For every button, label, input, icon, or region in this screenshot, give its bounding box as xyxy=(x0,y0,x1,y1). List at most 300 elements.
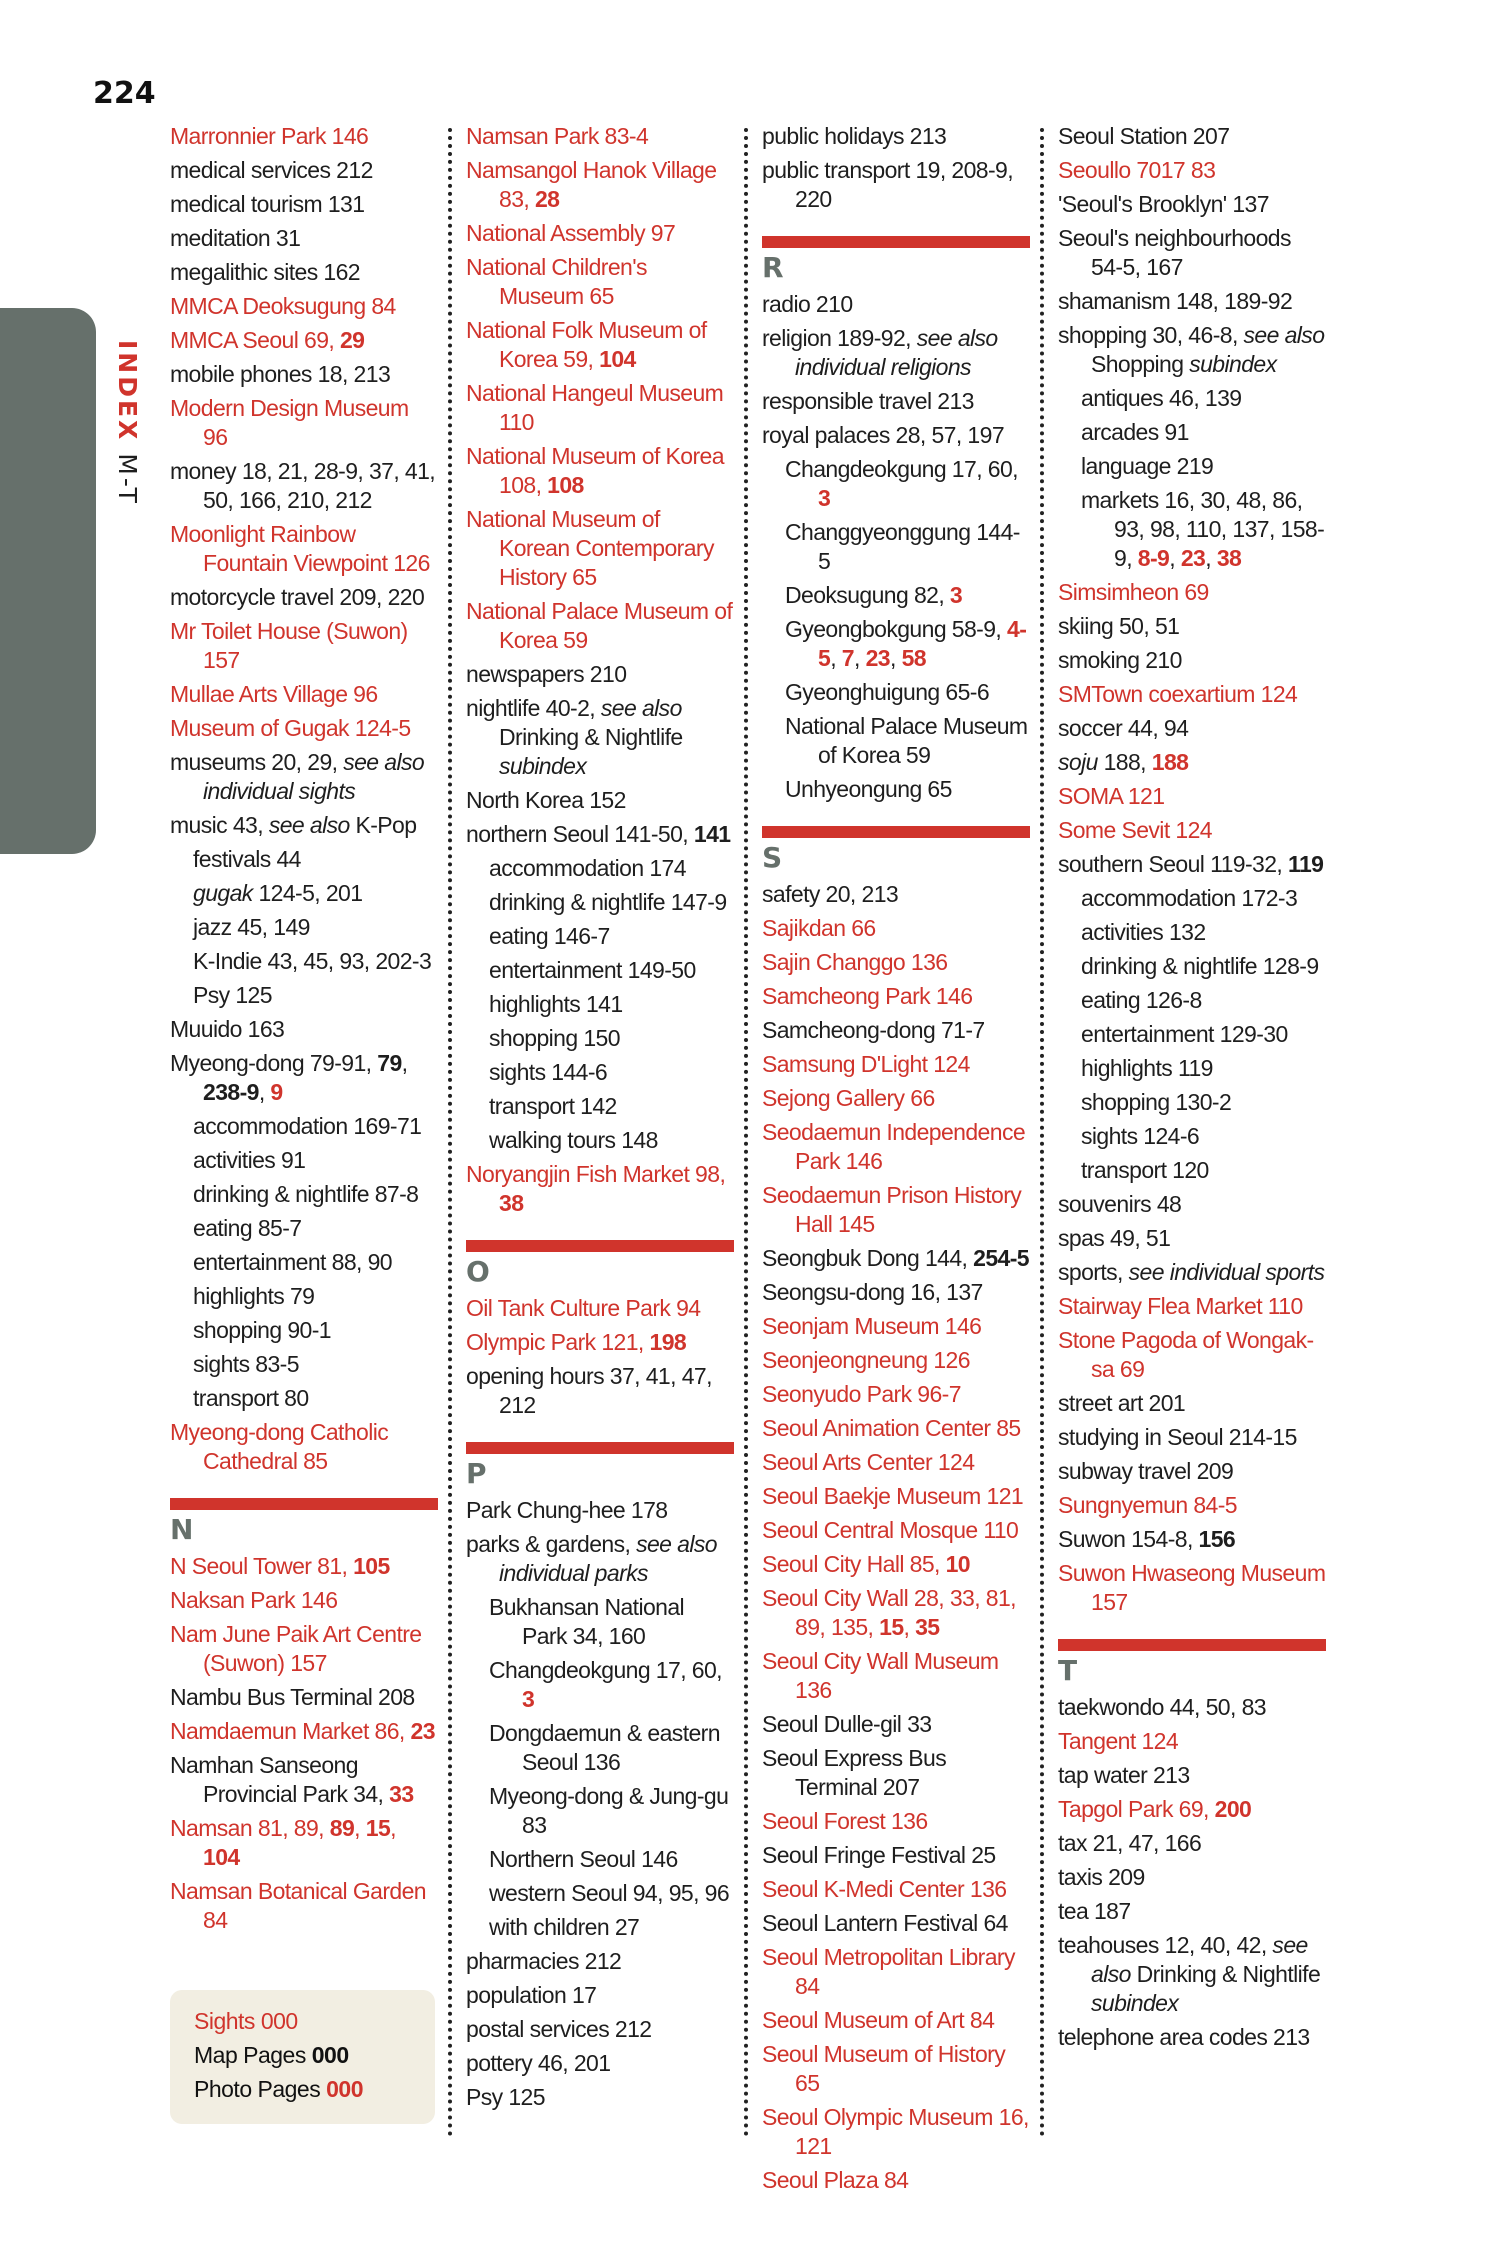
photo-page-ref: 3 xyxy=(949,582,963,608)
entry-text: taxis 209 xyxy=(1058,1864,1145,1890)
index-subentry xyxy=(1058,486,1326,573)
map-page-ref: 89 xyxy=(329,1815,355,1841)
entry-text: northern Seoul 141-50, xyxy=(466,821,694,847)
index-entry xyxy=(1058,2023,1326,2052)
index-entry xyxy=(170,224,438,253)
entry-text: Naksan Park 146 xyxy=(170,1587,338,1613)
entry-text: see also xyxy=(343,749,425,775)
entry-text: see also xyxy=(1091,1932,1314,1987)
index-entry xyxy=(762,2166,1030,2195)
entry-text: , xyxy=(903,1614,916,1640)
entry-text: K-Indie 43, 45, 93, 202-3 xyxy=(193,948,432,974)
entry-text: population 17 xyxy=(466,1982,597,2008)
index-entry xyxy=(762,948,1030,977)
index-entry xyxy=(762,1118,1030,1176)
photo-page-ref: 28 xyxy=(534,186,560,212)
index-entry xyxy=(1058,1326,1326,1384)
map-page-ref: 254-5 xyxy=(973,1245,1029,1271)
index-column-3 xyxy=(762,122,1035,2200)
index-entry xyxy=(1058,1389,1326,1418)
entry-text: Northern Seoul 146 xyxy=(489,1846,678,1872)
index-subentry xyxy=(170,1180,438,1209)
index-subentry xyxy=(1058,884,1326,913)
entry-text: radio 210 xyxy=(762,291,853,317)
map-page-ref: 238-9 xyxy=(203,1079,259,1105)
entry-text: Olympic Park 121, xyxy=(466,1329,650,1355)
legend-photo-value: 000 xyxy=(326,2076,363,2102)
index-subentry xyxy=(1058,1054,1326,1083)
index-subentry xyxy=(762,615,1030,673)
entry-text: shopping 130-2 xyxy=(1081,1089,1232,1115)
index-tab-label-bold: INDEX xyxy=(113,340,142,443)
index-subentry xyxy=(762,581,1030,610)
legend-sights xyxy=(170,2004,435,2038)
photo-page-ref: 105 xyxy=(353,1553,390,1579)
index-entry xyxy=(170,190,438,219)
legend-map-value: 000 xyxy=(311,2042,349,2068)
entry-text: drinking & nightlife 128-9 xyxy=(1081,953,1319,979)
entry-text: Park Chung-hee 178 xyxy=(466,1497,668,1523)
entry-text: , xyxy=(889,645,902,671)
index-entry xyxy=(762,1050,1030,1079)
photo-page-ref: 38 xyxy=(1216,545,1242,571)
section-header xyxy=(466,1442,734,1490)
legend-photo-label: Photo Pages xyxy=(194,2076,327,2102)
index-entry xyxy=(1058,1491,1326,1520)
index-entry xyxy=(1058,612,1326,641)
entry-text: National Folk Museum of Korea 59, xyxy=(466,317,713,372)
index-subentry xyxy=(762,775,1030,804)
index-entry xyxy=(170,1717,438,1746)
entry-text: subindex xyxy=(499,753,587,779)
photo-page-ref: 104 xyxy=(599,346,636,372)
index-subentry xyxy=(466,1656,734,1714)
entry-text: National Palace Museum of Korea 59 xyxy=(785,713,1034,768)
entry-text: shopping 30, 46-8, xyxy=(1058,322,1244,348)
index-subentry xyxy=(466,1845,734,1874)
index-entry xyxy=(762,421,1030,450)
entry-text: Shopping xyxy=(1091,322,1331,377)
entry-text: opening hours 37, 41, 47, 212 xyxy=(466,1363,718,1418)
index-entry xyxy=(170,1683,438,1712)
entry-text: Tapgol Park 69, xyxy=(1058,1796,1215,1822)
entry-text: Samcheong Park 146 xyxy=(762,983,973,1009)
entry-text: shamanism 148, 189-92 xyxy=(1058,288,1293,314)
index-entry xyxy=(466,156,734,214)
index-entry xyxy=(466,442,734,500)
photo-page-ref: 7 xyxy=(841,645,854,671)
entry-text: shopping 150 xyxy=(489,1025,620,1051)
index-entry xyxy=(170,122,438,151)
entry-text: North Korea 152 xyxy=(466,787,626,813)
index-subentry xyxy=(1058,418,1326,447)
index-entry xyxy=(762,1380,1030,1409)
index-entry xyxy=(1058,646,1326,675)
entry-text: tap water 213 xyxy=(1058,1762,1190,1788)
index-entry xyxy=(466,1496,734,1525)
index-entry xyxy=(762,1278,1030,1307)
index-subentry xyxy=(170,1350,438,1379)
section-bar xyxy=(762,826,1030,838)
entry-text: Psy 125 xyxy=(466,2084,545,2110)
entry-text: Seoul K-Medi Center 136 xyxy=(762,1876,1007,1902)
index-entry xyxy=(170,680,438,709)
entry-text: see also xyxy=(636,1531,717,1557)
section-letter: N xyxy=(170,1513,194,1546)
index-subentry xyxy=(466,1058,734,1087)
index-entry xyxy=(1058,1559,1332,1617)
photo-page-ref: 198 xyxy=(649,1329,687,1355)
entry-text: activities 132 xyxy=(1081,919,1206,945)
index-entry xyxy=(170,617,438,675)
section-bar xyxy=(1058,1639,1326,1651)
legend-map-label: Map Pages xyxy=(194,2042,312,2068)
index-entry xyxy=(762,1312,1030,1341)
entry-text: Seoul's neighbourhoods 54-5, 167 xyxy=(1058,225,1297,280)
column-divider xyxy=(744,128,748,2138)
section-bar xyxy=(762,236,1030,248)
entry-text: Simsimheon 69 xyxy=(1058,579,1209,605)
entry-text: festivals 44 xyxy=(193,846,301,872)
photo-page-ref: 10 xyxy=(945,1551,970,1577)
index-subentry xyxy=(170,1214,438,1243)
index-subentry xyxy=(1058,1088,1326,1117)
index-entry xyxy=(1058,1224,1326,1253)
entry-text: drinking & nightlife 147-9 xyxy=(489,889,727,915)
index-entry xyxy=(466,1981,734,2010)
index-entry xyxy=(466,1294,734,1323)
index-subentry xyxy=(466,990,734,1019)
index-subentry xyxy=(170,1146,438,1175)
entry-text: skiing 50, 51 xyxy=(1058,613,1180,639)
index-subentry xyxy=(466,1782,734,1840)
entry-text: National Museum of Korea 108, xyxy=(466,443,730,498)
entry-text: mobile phones 18, 213 xyxy=(170,361,391,387)
photo-page-ref: 29 xyxy=(339,327,365,353)
entry-text: Seoul Metropolitan Library 84 xyxy=(762,1944,1021,1999)
index-entry xyxy=(762,1647,1030,1705)
index-entry xyxy=(1058,321,1331,379)
entry-text: Seonjeongneung 126 xyxy=(762,1347,970,1373)
index-subentry xyxy=(170,947,438,976)
entry-text: highlights 79 xyxy=(193,1283,315,1309)
index-subentry xyxy=(170,1248,438,1277)
index-entry xyxy=(762,1943,1030,2001)
entry-text: Psy 125 xyxy=(193,982,272,1008)
entry-text: see also xyxy=(600,695,682,721)
index-entry xyxy=(1058,816,1326,845)
entry-text: Bukhansan National Park 34, 160 xyxy=(489,1594,690,1649)
entry-text: Seodaemun Independence Park 146 xyxy=(762,1119,1031,1174)
entry-text: motorcycle travel 209, 220 xyxy=(170,584,425,610)
entry-text: Changgyeonggung 144-5 xyxy=(785,519,1020,574)
entry-text: responsible travel 213 xyxy=(762,388,974,414)
entry-text: western Seoul 94, 95, 96 xyxy=(489,1880,730,1906)
index-entry xyxy=(762,1346,1030,1375)
index-subentry xyxy=(466,1024,734,1053)
index-entry xyxy=(466,316,734,374)
entry-text: Sungnyemun 84-5 xyxy=(1058,1492,1237,1518)
index-entry xyxy=(466,122,734,151)
index-subentry xyxy=(170,1282,438,1311)
entry-text: smoking 210 xyxy=(1058,647,1182,673)
entry-text xyxy=(424,749,430,775)
entry-text: arcades 91 xyxy=(1081,419,1189,445)
entry-text: sports, xyxy=(1058,1259,1129,1285)
index-entry xyxy=(762,1181,1030,1239)
entry-text: , xyxy=(1205,545,1217,571)
entry-text: N Seoul Tower 81, xyxy=(170,1553,354,1579)
entry-text: sights 144-6 xyxy=(489,1059,608,1085)
index-subentry xyxy=(762,455,1030,513)
map-page-ref: 156 xyxy=(1198,1526,1236,1552)
page-number: 224 xyxy=(93,76,156,111)
index-entry xyxy=(466,660,734,689)
index-entry xyxy=(1058,748,1326,777)
index-entry xyxy=(170,520,438,578)
photo-page-ref: 15 xyxy=(365,1815,391,1841)
entry-text: National Museum of Korean Contemporary History 65 xyxy=(466,506,720,590)
entry-text: telephone area codes 213 xyxy=(1058,2024,1310,2050)
entry-text: see also xyxy=(916,325,998,351)
entry-text: drinking & nightlife 87-8 xyxy=(193,1181,419,1207)
index-entry xyxy=(1058,287,1326,316)
entry-text: , xyxy=(390,1815,402,1841)
photo-page-ref: 108 xyxy=(547,472,584,498)
entry-text: Namsangol Hanok Village 83, xyxy=(466,157,723,212)
entry-text: Seoul Station 207 xyxy=(1058,123,1230,149)
entry-text: Marronnier Park 146 xyxy=(170,123,369,149)
entry-text: Seoul City Wall 28, 33, 81, 89, 135, xyxy=(762,1585,1022,1640)
entry-text: Seoul City Hall 85, xyxy=(762,1551,946,1577)
entry-text: 'Seoul's Brooklyn' 137 xyxy=(1058,191,1269,217)
index-entry xyxy=(762,1414,1030,1443)
map-page-ref: 119 xyxy=(1288,851,1324,877)
photo-page-ref: 200 xyxy=(1214,1796,1252,1822)
entry-text: studying in Seoul 214-15 xyxy=(1058,1424,1297,1450)
index-entry xyxy=(762,1244,1030,1273)
entry-text: Seongbuk Dong 144, xyxy=(762,1245,974,1271)
entry-text: , xyxy=(830,645,842,671)
index-entry xyxy=(466,786,734,815)
index-entry xyxy=(762,914,1030,943)
column-divider xyxy=(1040,128,1044,2138)
index-entry xyxy=(170,360,438,389)
entry-text xyxy=(717,1531,723,1557)
index-subentry xyxy=(466,1913,734,1942)
entry-text: Seoul Olympic Museum 16, 121 xyxy=(762,2104,1035,2159)
index-entry xyxy=(466,2083,734,2112)
entry-text: Seoul Central Mosque 110 xyxy=(762,1517,1019,1543)
entry-text: nightlife 40-2, xyxy=(466,695,601,721)
entry-text: royal palaces 28, 57, 197 xyxy=(762,422,1005,448)
entry-text: Namsan 81, 89, xyxy=(170,1815,330,1841)
entry-text: Seoul Fringe Festival 25 xyxy=(762,1842,996,1868)
entry-text: southern Seoul 119-32, xyxy=(1058,851,1289,877)
index-entry xyxy=(170,1552,438,1581)
entry-text: accommodation 172-3 xyxy=(1081,885,1298,911)
entry-text: Seodaemun Prison History Hall 145 xyxy=(762,1182,1027,1237)
index-column-2 xyxy=(466,122,739,2117)
entry-text: Namsan Park 83-4 xyxy=(466,123,649,149)
entry-text: walking tours 148 xyxy=(489,1127,658,1153)
index-entry xyxy=(1058,680,1326,709)
index-subentry xyxy=(1058,986,1326,1015)
photo-page-ref: 3 xyxy=(522,1686,535,1712)
entry-text: religion 189-92, xyxy=(762,325,917,351)
index-entry xyxy=(762,1875,1030,1904)
entry-text: Changdeokgung 17, 60, xyxy=(489,1657,728,1683)
entry-text: Stone Pagoda of Wongak-sa 69 xyxy=(1058,1327,1314,1382)
entry-text: eating 126-8 xyxy=(1081,987,1202,1013)
entry-text: Unhyeongung 65 xyxy=(785,776,952,802)
entry-text: SMTown coexartium 124 xyxy=(1058,681,1298,707)
entry-text: Seoul Baekje Museum 121 xyxy=(762,1483,1024,1509)
index-entry xyxy=(762,2103,1035,2161)
entry-text: entertainment 88, 90 xyxy=(193,1249,392,1275)
entry-text: highlights 141 xyxy=(489,991,623,1017)
index-entry xyxy=(1058,190,1326,219)
index-subentry xyxy=(466,1879,734,1908)
entry-text: Seoullo 7017 83 xyxy=(1058,157,1216,183)
entry-text: spas 49, 51 xyxy=(1058,1225,1171,1251)
entry-text: Mr Toilet House (Suwon) 157 xyxy=(170,618,414,673)
legend-box xyxy=(170,1990,435,2124)
entry-text: street art 201 xyxy=(1058,1390,1186,1416)
entry-text: megalithic sites 162 xyxy=(170,259,360,285)
index-entry xyxy=(466,1947,734,1976)
index-subentry xyxy=(466,854,734,883)
entry-text: Seoul City Wall Museum 136 xyxy=(762,1648,1005,1703)
entry-text: Changdeokgung 17, 60, xyxy=(785,456,1024,482)
index-subentry xyxy=(170,913,438,942)
index-subentry xyxy=(170,845,438,874)
entry-text: Museum of Gugak 124-5 xyxy=(170,715,411,741)
index-entry xyxy=(466,694,734,781)
photo-page-ref: 23 xyxy=(410,1718,435,1744)
index-entry xyxy=(762,1550,1030,1579)
entry-text: Myeong-dong & Jung-gu 83 xyxy=(489,1783,735,1838)
entry-text: individual sights xyxy=(203,778,356,804)
index-entry xyxy=(1058,1693,1326,1722)
index-entry xyxy=(466,379,734,437)
index-subentry xyxy=(1058,952,1326,981)
index-entry xyxy=(466,253,734,311)
section-header xyxy=(466,1240,734,1288)
entry-text: eating 85-7 xyxy=(193,1215,302,1241)
index-entry xyxy=(170,326,438,355)
entry-text: gugak xyxy=(193,880,253,906)
entry-text: language 219 xyxy=(1081,453,1214,479)
index-entry xyxy=(1058,122,1326,151)
index-entry xyxy=(1058,1423,1326,1452)
map-page-ref: 79 xyxy=(377,1050,402,1076)
entry-text: Dongdaemun & eastern Seoul 136 xyxy=(489,1720,726,1775)
entry-text: K-Pop xyxy=(349,812,417,838)
photo-page-ref: 23 xyxy=(865,645,890,671)
index-subentry xyxy=(762,518,1030,576)
index-entry xyxy=(1058,714,1326,743)
entry-text: eating 146-7 xyxy=(489,923,610,949)
entry-text: Moonlight Rainbow Fountain Viewpoint 126 xyxy=(170,521,430,576)
index-entry xyxy=(170,292,438,321)
entry-text: MMCA Deoksugung 84 xyxy=(170,293,396,319)
entry-text: National Palace Museum of Korea 59 xyxy=(466,598,739,653)
index-entry xyxy=(170,748,438,806)
entry-text: teahouses 12, 40, 42, xyxy=(1058,1932,1273,1958)
index-subentry xyxy=(466,922,734,951)
entry-text: with children 27 xyxy=(489,1914,640,1940)
entry-text: music 43, xyxy=(170,812,269,838)
index-entry xyxy=(1058,578,1326,607)
entry-text: , xyxy=(258,1079,271,1105)
entry-text: subindex xyxy=(1091,1990,1179,2016)
index-entry xyxy=(762,387,1030,416)
section-header xyxy=(762,826,1030,874)
section-bar xyxy=(170,1498,438,1510)
index-entry xyxy=(1058,156,1326,185)
index-entry xyxy=(762,1016,1030,1045)
index-subentry xyxy=(1058,1122,1326,1151)
index-entry xyxy=(170,1751,438,1809)
index-entry xyxy=(1058,850,1326,879)
entry-text: souvenirs 48 xyxy=(1058,1191,1182,1217)
entry-text: Seongsu-dong 16, 137 xyxy=(762,1279,983,1305)
entry-text: postal services 212 xyxy=(466,2016,652,2042)
entry-text: see individual sports xyxy=(1128,1259,1325,1285)
entry-text: medical tourism 131 xyxy=(170,191,365,217)
legend-map-pages xyxy=(170,2038,435,2072)
index-entry xyxy=(466,1362,734,1420)
entry-text: meditation 31 xyxy=(170,225,301,251)
index-entry xyxy=(1058,782,1326,811)
index-entry xyxy=(466,1160,734,1218)
index-entry xyxy=(1058,224,1326,282)
entry-text: Noryangjin Fish Market 98, xyxy=(466,1161,732,1187)
index-entry xyxy=(170,1620,438,1678)
section-header xyxy=(762,236,1030,284)
photo-page-ref: 9 xyxy=(270,1079,283,1105)
index-entry xyxy=(762,1448,1030,1477)
entry-text: Tangent 124 xyxy=(1058,1728,1179,1754)
photo-page-ref: 35 xyxy=(915,1614,940,1640)
index-subentry xyxy=(1058,1020,1326,1049)
section-letter: P xyxy=(466,1457,487,1490)
entry-text: highlights 119 xyxy=(1081,1055,1213,1081)
index-entry xyxy=(1058,1829,1326,1858)
entry-text: soccer 44, 94 xyxy=(1058,715,1189,741)
entry-text: Muuido 163 xyxy=(170,1016,285,1042)
entry-text: Sejong Gallery 66 xyxy=(762,1085,935,1111)
entry-text: pharmacies 212 xyxy=(466,1948,622,1974)
entry-text: Seoul Plaza 84 xyxy=(762,2167,909,2193)
index-entry xyxy=(762,324,1030,382)
index-entry xyxy=(762,1516,1030,1545)
index-subentry xyxy=(1058,384,1326,413)
entry-text: see also xyxy=(1243,322,1325,348)
entry-text: National Assembly 97 xyxy=(466,220,676,246)
index-entry xyxy=(170,1877,438,1935)
section-header xyxy=(1058,1639,1326,1687)
index-entry xyxy=(170,1418,438,1476)
entry-text: Seoul Museum of Art 84 xyxy=(762,2007,995,2033)
index-entry xyxy=(170,1015,438,1044)
index-entry xyxy=(466,505,734,592)
index-subentry xyxy=(466,1719,734,1777)
index-entry xyxy=(762,2006,1030,2035)
entry-text: activities 91 xyxy=(193,1147,306,1173)
photo-page-ref: 4-5 xyxy=(818,616,1027,671)
